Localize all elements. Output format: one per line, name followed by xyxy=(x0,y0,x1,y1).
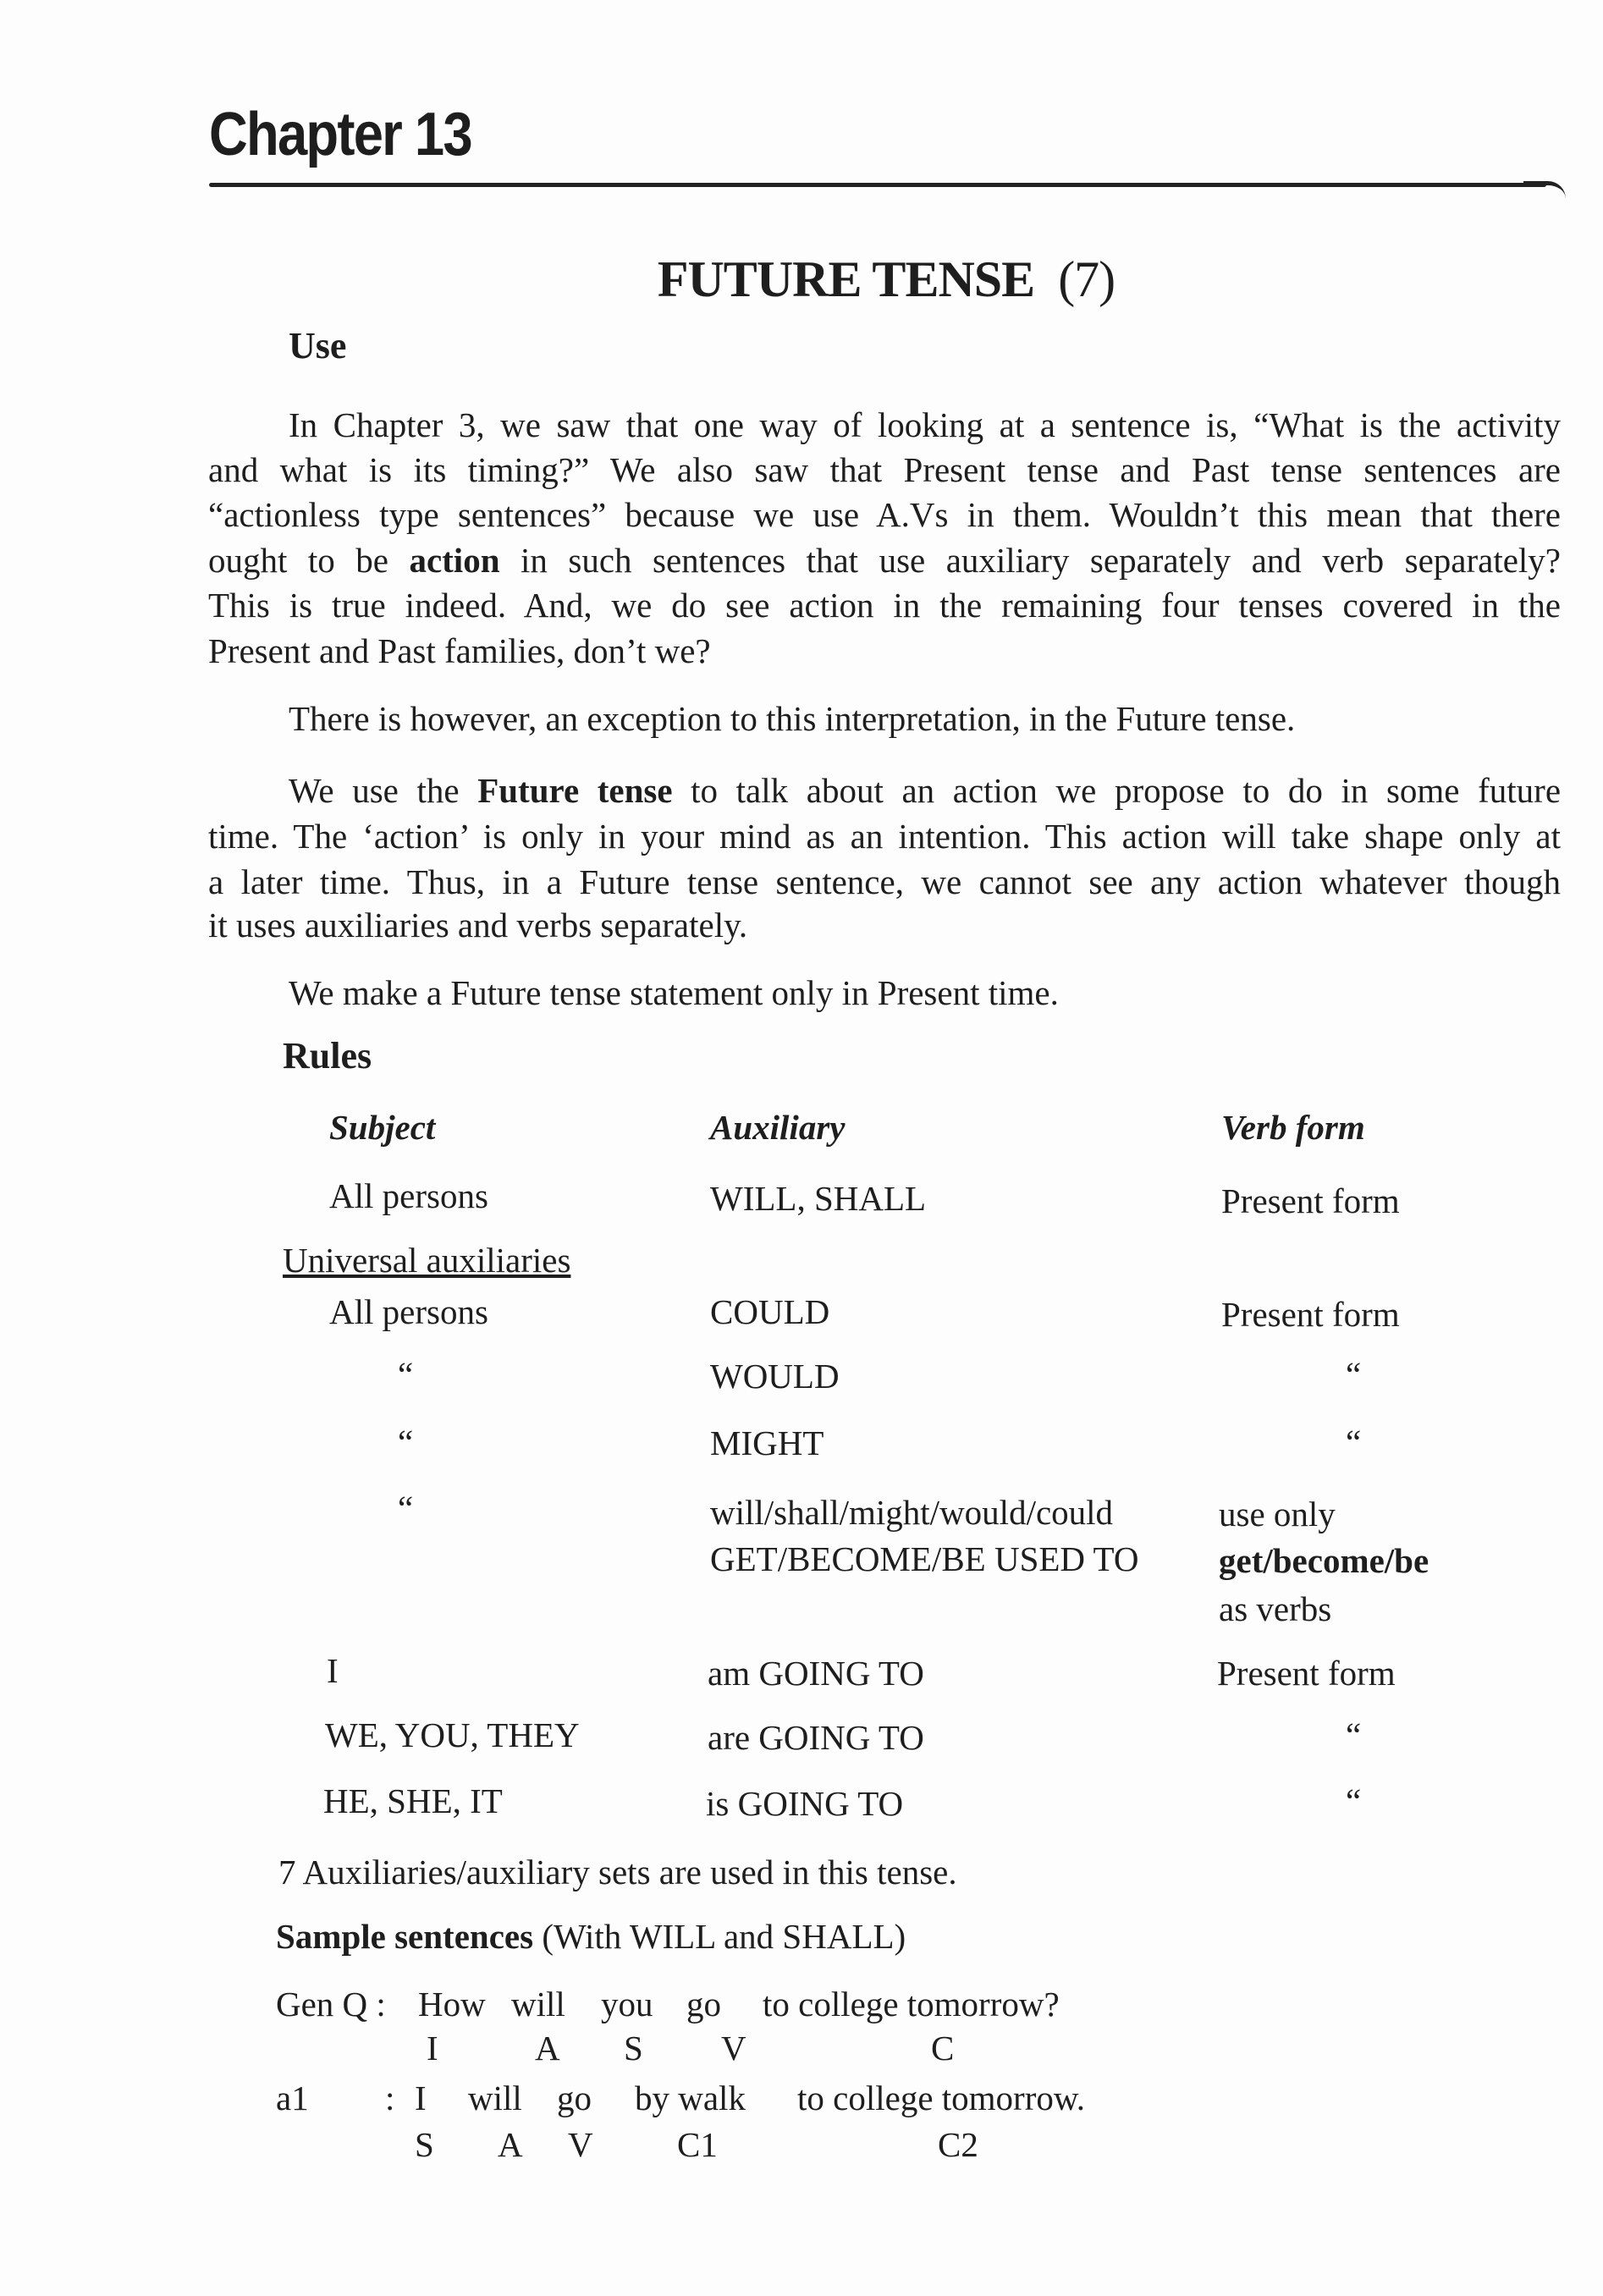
title-text: FUTURE TENSE xyxy=(657,251,1035,307)
cell-verb-form: Present form xyxy=(1217,1654,1396,1693)
a1-word: will xyxy=(468,2079,522,2117)
para1-line: Present and Past families, don’t we? xyxy=(208,631,711,670)
a1-tag: V xyxy=(568,2125,593,2164)
genq-label: Gen Q : xyxy=(276,1985,386,2023)
para3-line: We use the Future tense to talk about an action we propose to do in some future xyxy=(289,771,1562,810)
a1-tag: A xyxy=(498,2125,523,2164)
cell-auxiliary: WOULD xyxy=(710,1357,840,1396)
header-subject: Subject xyxy=(329,1108,436,1147)
sample-note: (With WILL and SHALL) xyxy=(542,1917,906,1956)
cell-subject: I xyxy=(327,1651,339,1690)
cell-auxiliary: MIGHT xyxy=(710,1423,824,1462)
cell-verb-get: get/become/be xyxy=(1219,1541,1429,1580)
emphasis-word: action xyxy=(409,541,500,580)
page-title xyxy=(0,251,1603,309)
chapter-heading: Chapter 13 xyxy=(209,101,471,168)
cell-verb-form: Present form xyxy=(1221,1295,1400,1334)
para3-line: time. The ‘action’ is only in your mind as an intention. This action will take shape only at xyxy=(208,817,1561,856)
genq-tag: I xyxy=(427,2029,438,2068)
para1-line: and what is its timing?” We also saw that Present tense and Past tense sentences are xyxy=(208,450,1561,489)
cell-subject: All persons xyxy=(329,1292,488,1331)
a1-colon: : xyxy=(385,2079,395,2117)
cell-as-verbs: as verbs xyxy=(1219,1589,1332,1628)
summary-text: 7 Auxiliaries/auxiliary sets are used in this tense. xyxy=(278,1853,957,1891)
genq-word: will xyxy=(511,1985,565,2023)
header-auxiliary: Auxiliary xyxy=(710,1108,846,1147)
genq-tag: S xyxy=(624,2029,643,2068)
genq-word: you xyxy=(601,1985,653,2023)
universal-auxiliaries-label: Universal auxiliaries xyxy=(283,1241,571,1280)
cell-subject: WE, YOU, THEY xyxy=(325,1715,580,1754)
a1-word: I xyxy=(415,2079,427,2117)
genq-word: to college tomorrow? xyxy=(763,1985,1060,2023)
para1-line: In Chapter 3, we saw that one way of looking at a sentence is, “What is the activity xyxy=(289,405,1561,444)
cell-subject: All persons xyxy=(329,1176,488,1215)
ditto-mark: “ xyxy=(1346,1715,1362,1754)
header-verb-form: Verb form xyxy=(1221,1108,1365,1147)
cell-auxiliary: are GOING TO xyxy=(708,1718,924,1757)
emphasis-word: Future tense xyxy=(477,771,673,810)
ditto-mark: “ xyxy=(398,1355,414,1394)
a1-tag: S xyxy=(415,2125,434,2164)
cell-auxiliary: COULD xyxy=(710,1292,830,1331)
a1-label: a1 xyxy=(276,2079,309,2117)
cell-auxiliary: WILL, SHALL xyxy=(710,1179,927,1218)
ditto-mark: “ xyxy=(398,1489,414,1528)
genq-word: go xyxy=(686,1985,721,2023)
cell-auxiliary: am GOING TO xyxy=(708,1654,924,1693)
genq-tag: C xyxy=(931,2029,955,2068)
para4: We make a Future tense statement only in Present time. xyxy=(289,973,1059,1012)
para1-line: “actionless type sentences” because we use A.Vs in them. Wouldn’t this mean that there xyxy=(208,495,1561,534)
a1-word: go xyxy=(557,2079,592,2117)
ditto-mark: “ xyxy=(1346,1781,1362,1820)
cell-auxiliary: will/shall/might/would/could xyxy=(710,1493,1114,1532)
a1-tag: C1 xyxy=(677,2125,718,2164)
use-heading: Use xyxy=(289,325,347,366)
ditto-mark: “ xyxy=(398,1423,414,1462)
para3-line: it uses auxiliaries and verbs separately. xyxy=(208,906,748,944)
title-number: (7) xyxy=(1058,251,1115,307)
a1-word: to college tomorrow. xyxy=(797,2079,1086,2117)
cell-auxiliary-get: GET/BECOME/BE USED TO xyxy=(710,1539,1139,1578)
ditto-mark: “ xyxy=(1346,1423,1362,1462)
para3-line: a later time. Thus, in a Future tense sentence, we cannot see any action whatever though xyxy=(208,862,1561,901)
genq-tag: V xyxy=(721,2029,746,2068)
rules-heading: Rules xyxy=(283,1035,372,1076)
para1-line: This is true indeed. And, we do see action in the remaining four tenses covered in the xyxy=(208,586,1561,625)
genq-tag: A xyxy=(535,2029,560,2068)
cell-subject: HE, SHE, IT xyxy=(323,1781,503,1820)
genq-word: How xyxy=(418,1985,486,2023)
a1-word: by walk xyxy=(635,2079,746,2117)
chapter-rule-curl xyxy=(1523,181,1566,199)
cell-auxiliary: is GOING TO xyxy=(706,1784,904,1823)
ditto-mark: “ xyxy=(1346,1355,1362,1394)
a1-tag: C2 xyxy=(938,2125,978,2164)
para2: There is however, an exception to this interpretation, in the Future tense. xyxy=(289,699,1296,738)
cell-verb-form: Present form xyxy=(1221,1181,1400,1220)
cell-verb-form: use only xyxy=(1219,1495,1336,1533)
para1-line: ought to be action in such sentences that use auxiliary separately and verb separately? xyxy=(208,541,1561,580)
chapter-rule xyxy=(209,183,1546,187)
sample-heading-bold: Sample sentences xyxy=(276,1917,534,1956)
sample-heading xyxy=(276,1916,906,1957)
